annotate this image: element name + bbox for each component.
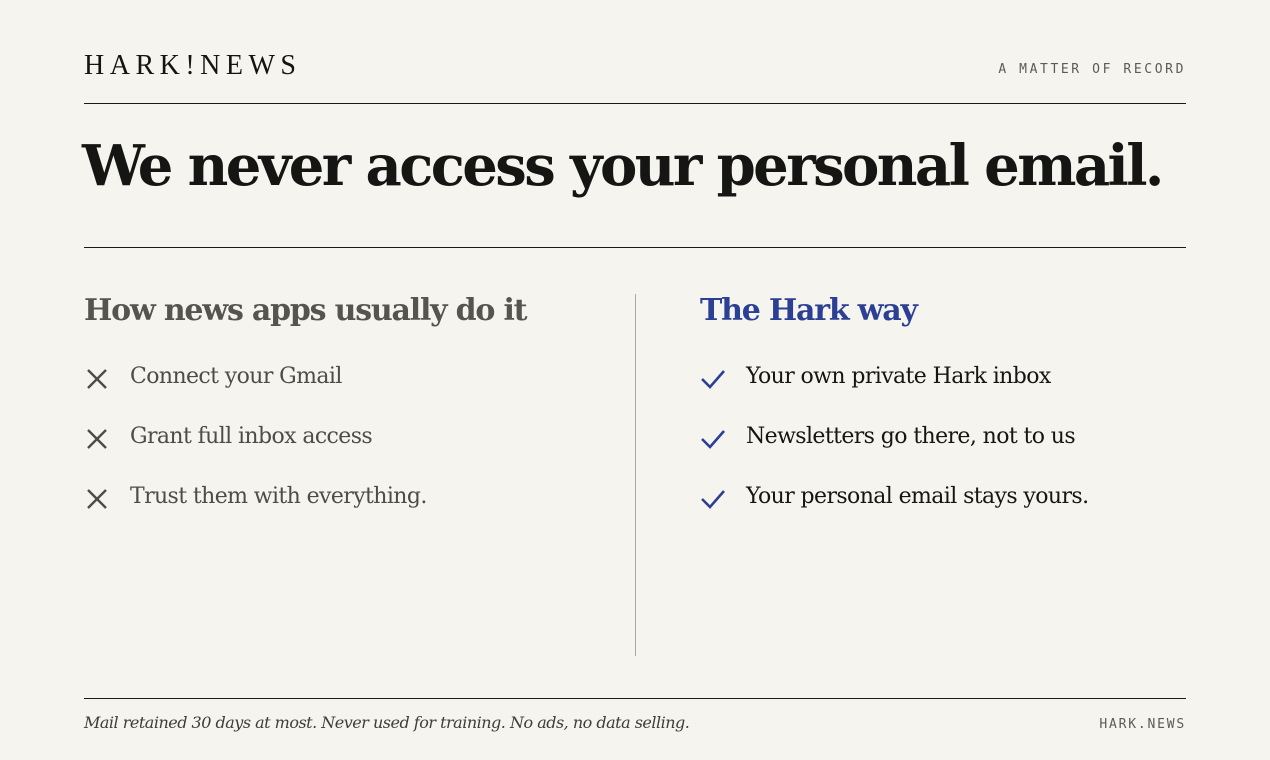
hark-way-title: The Hark way bbox=[700, 293, 917, 328]
list-item-label: Trust them with everything. bbox=[130, 484, 427, 509]
brand-tagline: A MATTER OF RECORD bbox=[998, 62, 1186, 77]
brand-logo: HARK!NEWS bbox=[84, 50, 302, 81]
footer-domain: HARK.NEWS bbox=[1099, 717, 1186, 732]
list-item bbox=[700, 484, 1186, 544]
x-icon bbox=[84, 366, 110, 392]
check-icon bbox=[700, 486, 726, 512]
usual-approach-title: How news apps usually do it bbox=[84, 293, 527, 328]
check-icon bbox=[700, 366, 726, 392]
list-item-label: Newsletters go there, not to us bbox=[746, 424, 1076, 449]
footer bbox=[84, 698, 1186, 738]
list-item bbox=[700, 364, 1186, 424]
list-item-label: Your own private Hark inbox bbox=[746, 364, 1051, 389]
usual-approach-list bbox=[84, 364, 604, 544]
usual-approach-column bbox=[84, 290, 604, 544]
page-headline: We never access your personal email. bbox=[82, 133, 1162, 199]
column-divider bbox=[635, 294, 636, 656]
x-icon bbox=[84, 486, 110, 512]
list-item bbox=[700, 424, 1186, 484]
headline-divider bbox=[84, 247, 1186, 248]
masthead bbox=[84, 50, 1186, 104]
list-item bbox=[84, 364, 604, 424]
hark-way-column bbox=[700, 290, 1186, 544]
x-icon bbox=[84, 426, 110, 452]
list-item-label: Connect your Gmail bbox=[130, 364, 342, 389]
list-item bbox=[84, 424, 604, 484]
list-item bbox=[84, 484, 604, 544]
footer-note: Mail retained 30 days at most. Never used for training. No ads, no data selling. bbox=[84, 713, 690, 732]
list-item-label: Grant full inbox access bbox=[130, 424, 373, 449]
list-item-label: Your personal email stays yours. bbox=[746, 484, 1089, 509]
check-icon bbox=[700, 426, 726, 452]
hark-way-list bbox=[700, 364, 1186, 544]
